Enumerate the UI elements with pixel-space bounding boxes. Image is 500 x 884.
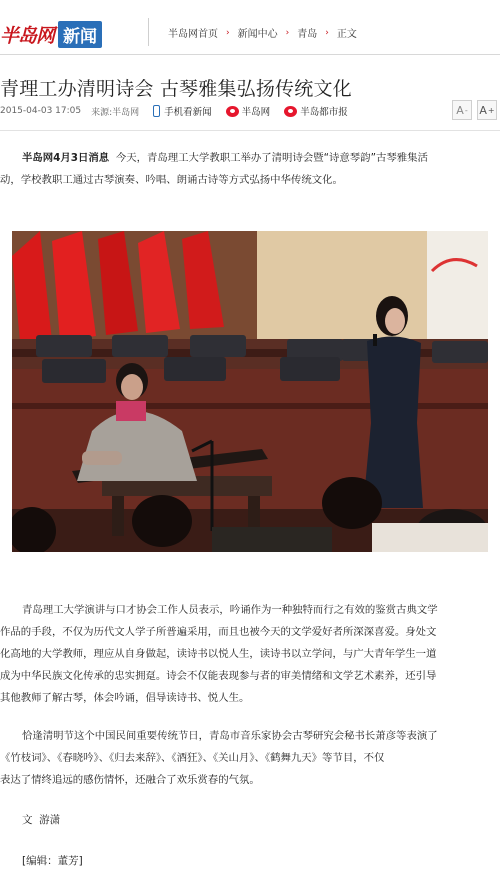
- breadcrumb: [168, 25, 357, 40]
- paragraph-2-line: 化高地的大学教师，理应从自身做起，读诗书以悦人生，读诗书以立学问，与广大青年学生一道: [0, 648, 437, 660]
- article-title: 青理工办清明诗会 古琴雅集弘扬传统文化: [0, 78, 352, 100]
- site-logo[interactable]: [0, 20, 102, 48]
- mobile-phone-icon: [153, 105, 160, 117]
- paragraph-2-line: 成为中华民族文化传承的忠实拥趸。诗会不仅能表现参与者的审美情绪和文学艺术素养，还引导: [0, 670, 437, 682]
- bandao-weibo-label: 半岛网: [241, 107, 271, 118]
- font-decrease-label: A: [456, 103, 464, 117]
- font-size-decrease-button[interactable]: [452, 100, 472, 120]
- breadcrumb-qingdao[interactable]: 青岛: [297, 29, 318, 40]
- bandao-daily-label: 半岛都市报: [300, 107, 348, 118]
- mobile-news-label: 手机看新闻: [164, 107, 212, 118]
- mobile-news-link[interactable]: [153, 104, 212, 118]
- paragraph-3-line: 《竹枝词》、《春晓吟》、《归去来辞》、《酒狂》、《关山月》、《鹤舞九天》等节目，不仅: [0, 752, 385, 764]
- weibo-icon: [226, 106, 239, 117]
- bandao-daily-weibo-link[interactable]: [284, 104, 348, 118]
- paragraph-2: [0, 599, 500, 709]
- logo-text: 半岛网: [0, 24, 55, 47]
- breadcrumb-separator: ›: [325, 27, 329, 38]
- article-author: 文 游潇: [22, 814, 61, 826]
- site-header: [0, 0, 500, 55]
- paragraph-2-line: 作品的手段，不仅为历代文人学子所普遍采用，而且也被今天的文学爱好者所深深喜爱。身处文: [0, 626, 437, 638]
- paragraph-3-line: 恰逢清明节这个中国民间重要传统节日，青岛市音乐家协会古琴研究会秘书长萧彦等表演了: [22, 730, 438, 742]
- breadcrumb-separator: ›: [226, 27, 230, 38]
- bandao-weibo-link[interactable]: [226, 104, 271, 118]
- publish-datetime: 2015-04-03 17:05: [0, 106, 82, 116]
- news-channel-badge[interactable]: 新闻: [58, 21, 102, 48]
- article-source: 来源:半岛网: [91, 107, 140, 118]
- intro-paragraph: [0, 147, 500, 191]
- breadcrumb-separator: ›: [285, 27, 290, 38]
- breadcrumb-current: 正文: [336, 29, 357, 40]
- plus-sign: +: [487, 105, 495, 115]
- breadcrumb-news-center[interactable]: 新闻中心: [237, 29, 278, 40]
- font-increase-label: A: [479, 103, 487, 117]
- lead-dateline: 半岛网4月3日消息: [22, 152, 110, 164]
- breadcrumb-home[interactable]: 半岛网首页: [168, 29, 218, 40]
- intro-line-1: 今天，青岛理工大学教职工举办了清明诗会暨“诗意琴韵”古琴雅集活: [115, 152, 428, 164]
- guqin-performance-photo: [12, 231, 488, 552]
- meta-divider-line: [0, 130, 500, 131]
- paragraph-2-line: 青岛理工大学演讲与口才协会工作人员表示，吟诵作为一种独特而行之有效的鉴赏古典文学: [22, 604, 438, 616]
- article-photo: [12, 231, 488, 552]
- intro-line-2: 动，学校教职工通过古琴演奏、吟唱、朗诵古诗等方式弘扬中华传统文化。: [0, 174, 343, 186]
- minus-sign: -: [464, 105, 468, 115]
- font-size-increase-button[interactable]: [477, 100, 497, 120]
- paragraph-3: [0, 725, 500, 791]
- header-divider-line: [0, 54, 500, 55]
- weibo-icon: [284, 106, 297, 117]
- article-meta: [0, 104, 348, 118]
- article-editor: [编辑：董芳]: [22, 855, 83, 867]
- paragraph-3-line: 表达了情终追远的感伤情怀，还融合了欢乐赏春的气氛。: [0, 774, 260, 786]
- header-divider: [148, 18, 149, 46]
- paragraph-2-line: 其他教师了解古琴，体会吟诵，倡导读诗书、悦人生。: [0, 692, 250, 704]
